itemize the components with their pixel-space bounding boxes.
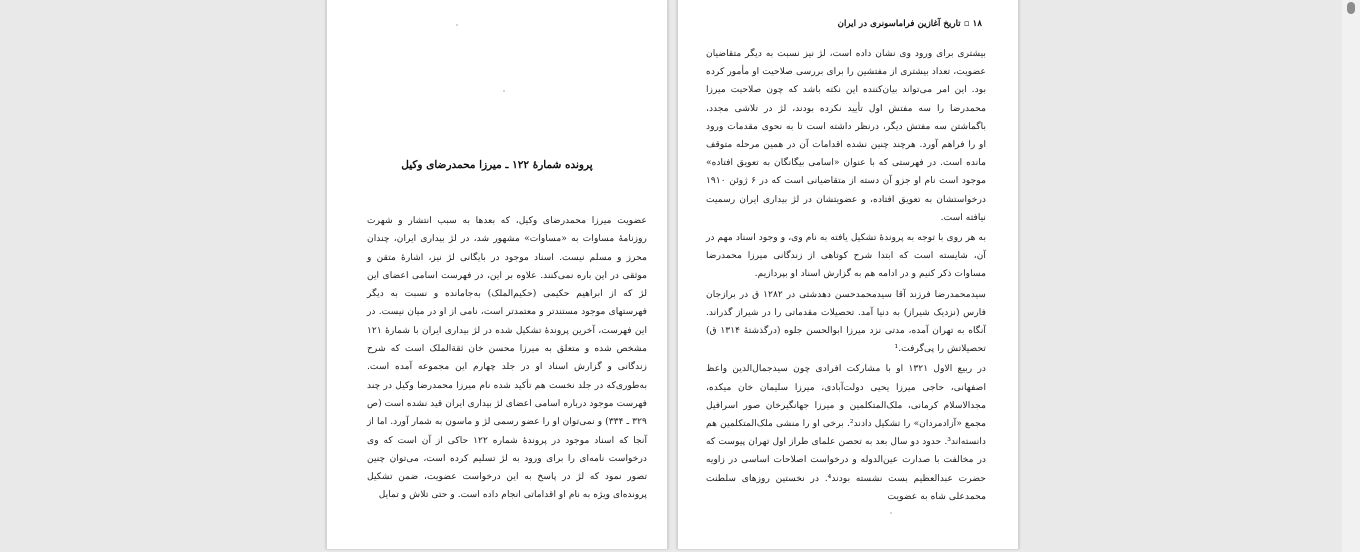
page-body-text: عضویت میرزا محمدرضای وکیل، که بعدها به سبب انتشار و شهرت روزنامهٔ مساوات به «مساوات» مشهور شد، در لژ بیداری ایران، چندان محرز و مسلم نیست. اسناد موجود در بایگانی لژ نیز، اشارهٔ متقن و موثقی در این باره نمی‌کنند. علاوه بر این، در فهرست اسامی اعضای این لژ که از ابراهیم حکیمی (حکیم‌الملک) به‌جامانده و نسبت به دیگر فهرستهای موجود مستندتر و معتمدتر است، نامی از او در میان نیست. در این فهرست، آخرین پروندهٔ تشکیل شده در لژ بیداری ایران با شمارهٔ ۱۲۱ مشخص شده و متعلق به میرزا محسن خان ثقةالملک است که شرح زندگانی و گزارش اسناد او در جلد چهارم این مجموعه آمده است. به‌طوری‌که در جلد نخست هم تأکید شده نام میرزا محمدرضا وکیل در چند فهرست موجود درباره اسامی اعضای لژ بیداری ایران قید نشده است (ص ۳۲۹ ـ ۳۳۴) و نمی‌توان او را عضو رسمی لژ و ماسون به شمار آورد. اما از آنجا که اسناد موجود در پروندهٔ شماره ۱۲۲ حاکی از آن است که وی درخواست نامه‌ای را برای ورود به لژ تسلیم کرده است، می‌توان چنین تصور نمود که لژ در پاسخ به این درخواست عضویت، ضمن تشکیل پرونده‌ای ویژه به نام او اقداماتی انجام داده است. و حتی تلاش و تمایل [367,215,647,501]
paragraph: به هر روی با توجه به پروندهٔ تشکیل یافته به نام وی، و وجود اسناد مهم در آن، شایسته است که ابتدا شرح کوتاهی از زندگانی میرزا محمدرضا مساوات ذکر کنیم و در ادامه هم به گزارش اسناد او بپردازیم. [706,232,986,280]
scan-speck [503,90,505,92]
document-page-right [677,0,1019,549]
scan-speck [456,24,458,26]
scrollbar-thumb[interactable] [1347,2,1355,14]
paragraph: سیدمحمدرضا فرزند آقا سیدمحمدحسن دهدشتی در ۱۲۸۲ ق در برازجان فارس (نزدیک شیراز) به دنیا آمد. تحصیلات مقدماتی را در شیراز گذراند. آنگاه به تهران آمده، مدتی نزد میرزا ابوالحسن جلوه (درگذشتهٔ ۱۳۱۴ ق) تحصیلاتش را پی‌گرفت.¹ [706,288,986,355]
document-page-left [326,0,668,549]
paragraph: در ربیع الاول ۱۳۲۱ او با مشارکت افرادی چون سیدجمال‌الدین واعظ اصفهانی، حاجی میرزا یحیی دولت‌آبادی، میرزا سلیمان خان میکده، مجدالاسلام کرمانی، ملک‌المتکلمین و میرزا جهانگیرخان صور اسرافیل مجمع «آزادمردان» را تشکیل دادند². برخی او را منشی ملک‌المتکلمین هم دانسته‌اند³. حدود دو سال بعد به تحصن علمای طراز اول تهران پیوست که در مخالفت با صدارت عین‌الدوله و درخواست اصلاحات اساسی در زاویه حضرت عبدالعظیم بست نشسته بودند⁴. در نخستین روزهای سلطنت محمدعلی شاه به عضویت [706,363,986,502]
page-body-text [706,45,986,508]
running-header: ۱۸ ▫ تاریخ آغازین فراماسونری در ایران [837,19,982,29]
page-title: پرونده شمارهٔ ۱۲۲ ـ میرزا محمدرضای وکیل [401,159,593,171]
paragraph: بیشتری برای ورود وی نشان داده است، لژ نیز نسبت به دیگر متقاضیان عضویت، تعداد بیشتری از مفتشین را برای بررسی صلاحیت او مأمور کرده بود. این امر می‌تواند بیان‌کننده این نکته باشد که چون صلاحیت میرزا محمدرضا را سه مفتش اول تأیید نکرده بودند، لژ در تلاشی مجدد، باگماشتن سه مفتش دیگر، درنظر داشته است تا به نحوی مقدمات ورود او را فراهم آورد. هرچند چنین نشده اقدامات آن در همین مرحله متوقف مانده است. در فهرستی که با عنوان «اسامی بیگانگان به تعویق افتاده» موجود است نام او جزو آن دسته از متقاضیانی است که در ۶ ژوئن ۱۹۱۰ درخواستشان به تعویق افتاده، و عضویتشان در لژ بیداری ایران رسمیت نیافته است. [706,48,987,223]
scan-speck [890,512,892,514]
vertical-scrollbar[interactable] [1342,0,1360,552]
